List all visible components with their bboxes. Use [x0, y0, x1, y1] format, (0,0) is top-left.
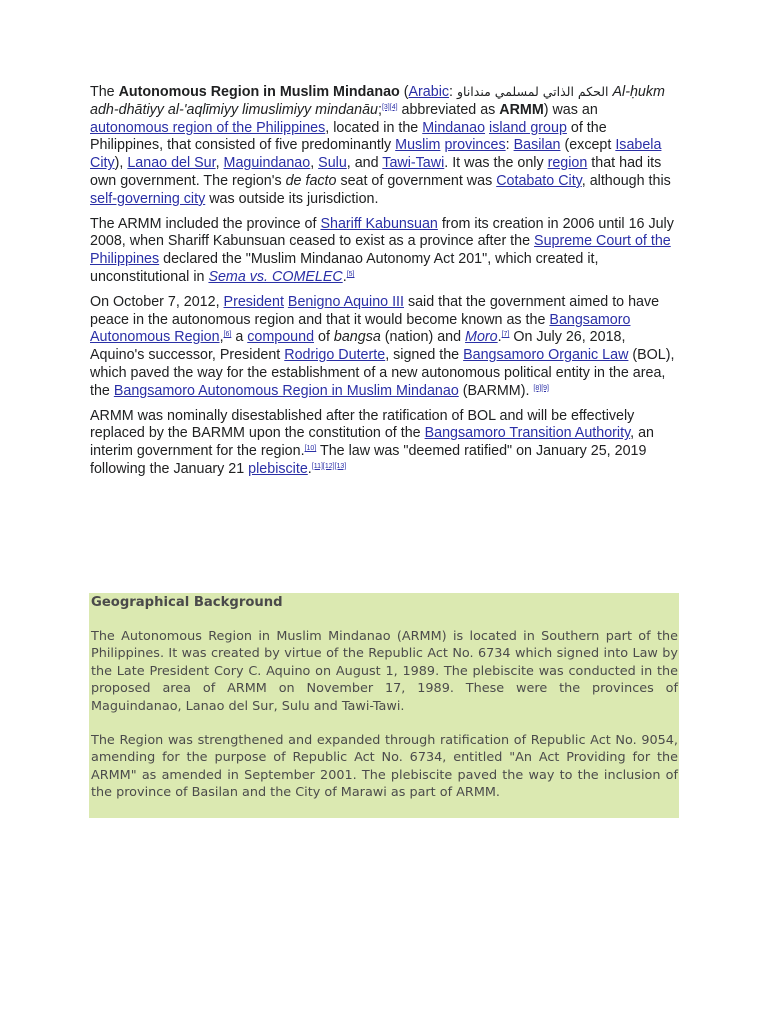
link-isabela-city[interactable]: Isabela City	[90, 137, 662, 172]
text: declared the "Muslim Mindanao Autonomy Act 201", which created it, unconstitutional in	[90, 251, 599, 285]
citation-3-4[interactable]: [3][4]	[381, 103, 398, 111]
link-compound[interactable]: compound	[247, 329, 315, 346]
text: The	[90, 84, 119, 100]
text: from its creation in 2006 until 16 July 2008, when Shariff Kabunsuan ceased to exist as a province after the	[90, 215, 674, 250]
text: The law was "deemed ratified" on January 25, 2019 following the January 21	[90, 443, 647, 477]
text: . It was the only	[444, 155, 548, 172]
text: of	[314, 329, 334, 346]
link-bangsamoro-autonomous-region[interactable]: Bangsamoro Autonomous Region	[90, 311, 631, 346]
text: ,	[219, 329, 224, 346]
text: (except	[560, 137, 616, 154]
link-benigno-aquino[interactable]: Benigno Aquino III	[287, 293, 404, 310]
text: said that the government aimed to have peace in the autonomous region and that it would become known as the	[90, 293, 660, 328]
text: (BOL), which paved the way for the establishment of a new autonomous political entity in the area, the	[90, 347, 675, 399]
link-self-governing-city[interactable]: self-governing city	[90, 190, 206, 207]
text: abbreviated as	[397, 101, 500, 118]
text: ,	[310, 155, 319, 172]
link-cotabato-city[interactable]: Cotabato City	[496, 172, 582, 189]
link-barmm[interactable]: Bangsamoro Autonomous Region in Muslim Mindanao	[113, 382, 459, 399]
text: ARMM was nominally disestablished after the ratification of BOL and will be effectively replaced by the BARMM upon the constitution of the	[90, 407, 635, 442]
link-bangsamoro-transition-authority[interactable]: Bangsamoro Transition Authority	[424, 425, 631, 442]
link-region[interactable]: region	[547, 155, 588, 172]
citation-10[interactable]: [10]	[304, 445, 317, 453]
link-provinces[interactable]: provinces	[444, 137, 506, 154]
link-shariff-kabunsuan[interactable]: Shariff Kabunsuan	[320, 215, 438, 232]
link-supreme-court[interactable]: Supreme Court of the Philippines	[90, 233, 671, 268]
link-arabic[interactable]: Arabic	[408, 84, 450, 100]
citation-6[interactable]: [6]	[223, 331, 232, 339]
disestablishment-paragraph	[90, 408, 680, 479]
shariff-paragraph	[90, 216, 680, 287]
italic-bangsa: bangsa	[333, 329, 381, 346]
link-basilan[interactable]: Basilan	[513, 137, 561, 154]
text: was outside its jurisdiction.	[205, 190, 379, 207]
arabic-name: الحكم الذاتي لمسلمي منداناو	[456, 84, 609, 99]
link-sulu[interactable]: Sulu	[318, 155, 347, 172]
link-autonomous-region[interactable]: autonomous region of the Philippines	[90, 119, 326, 136]
text: On July 26, 2018, Aquino's successor, President	[90, 329, 626, 364]
text: ,	[215, 155, 224, 172]
link-bangsamoro-organic-law[interactable]: Bangsamoro Organic Law	[463, 347, 629, 364]
text: a	[231, 329, 248, 346]
geo-paragraph-2: The Region was strengthened and expanded through ratification of Republic Act No. 9054, amending for the purpose of Republic Act No. 6734, entitled "An Act Providing for the ARMM" as amended in September 2001. The plebiscite paved the way to the inclusion of the province of Basilan and the City of Marawi as part of ARMM.	[91, 733, 678, 801]
text: , and	[346, 155, 383, 172]
text: that had its own government. The region's	[90, 155, 662, 189]
italic-de-facto: de facto	[285, 172, 337, 189]
transliteration: Al-ḥukm adh-dhātiyy al-'aqlīmiyy limuslimiyy mindanāu	[90, 84, 665, 118]
text: , located in the	[325, 119, 423, 136]
text: , an interim government for the region.	[90, 425, 655, 460]
citation-11-12-13[interactable]: [11][12][13]	[311, 462, 347, 470]
text: .	[497, 329, 502, 346]
text: ;	[377, 101, 382, 118]
text: of the Philippines, that consisted of five predominantly	[90, 119, 607, 154]
citation-5[interactable]: [5]	[346, 270, 355, 278]
text: .	[307, 460, 312, 477]
link-maguindanao[interactable]: Maguindanao	[223, 155, 311, 172]
link-lanao-del-sur[interactable]: Lanao del Sur	[127, 155, 216, 172]
link-muslim[interactable]: Muslim	[395, 137, 441, 154]
text: (nation) and	[380, 329, 466, 346]
text: :	[505, 137, 514, 154]
geo-heading: Geographical Background	[91, 595, 283, 610]
bold-abbrev: ARMM	[499, 101, 544, 118]
link-moro[interactable]: Moro	[465, 329, 498, 346]
text: .	[342, 268, 347, 285]
text: On October 7, 2012,	[90, 293, 224, 310]
link-mindanao[interactable]: Mindanao	[422, 119, 486, 136]
link-rodrigo-duterte[interactable]: Rodrigo Duterte	[284, 347, 386, 364]
text: The ARMM included the province of	[90, 215, 321, 232]
link-island-group[interactable]: island group	[489, 119, 567, 136]
link-tawi-tawi[interactable]: Tawi-Tawi	[382, 155, 445, 172]
text: , although this	[581, 172, 671, 189]
link-plebiscite[interactable]: plebiscite	[248, 460, 308, 477]
text: :	[449, 84, 457, 100]
text: ),	[114, 155, 128, 172]
link-president[interactable]: President	[223, 293, 284, 310]
intro-paragraph	[90, 83, 680, 209]
geographical-background-box	[89, 593, 679, 818]
citation-7[interactable]: [7]	[501, 331, 510, 339]
text: seat of government was	[336, 172, 497, 189]
text: (BARMM).	[458, 382, 534, 399]
citation-8-9[interactable]: [8][9]	[533, 384, 549, 392]
geo-paragraph-1: The Autonomous Region in Muslim Mindanao (ARMM) is located in Southern part of the Philippines. It was created by virtue of the Republic Act No. 6734 which signed into Law by the Late President Cory C. Aquino on August 1, 1989. The plebiscite was conducted in the proposed area of ARMM on November 17, 1989. These were the provinces of Maguindanao, Lanao del Sur, Sulu and Tawi-Tawi.	[91, 629, 678, 714]
bold-title: Autonomous Region in Muslim Mindanao	[118, 84, 400, 100]
wiki-article	[90, 83, 680, 486]
text: ) was an	[543, 101, 598, 118]
text: , signed the	[385, 347, 464, 364]
bangsamoro-paragraph	[90, 294, 680, 401]
link-sema-vs-comelec[interactable]: Sema vs. COMELEC	[208, 268, 343, 285]
text: (	[399, 84, 409, 100]
